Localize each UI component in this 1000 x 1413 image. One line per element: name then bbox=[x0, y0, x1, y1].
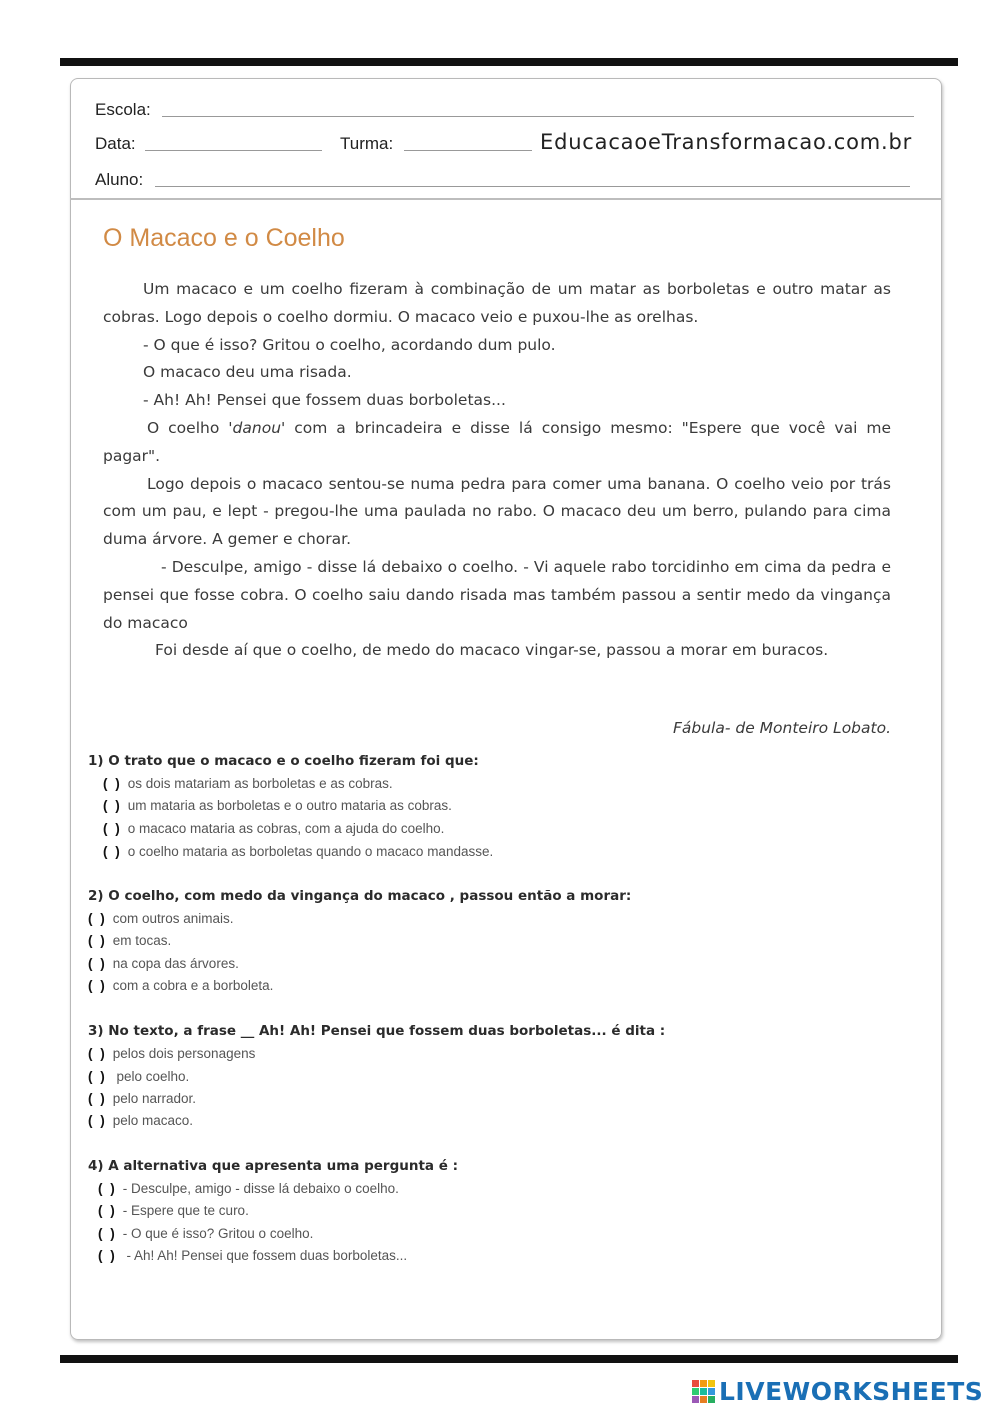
logo-grid-icon bbox=[692, 1380, 715, 1403]
answer-box[interactable]: ( ) bbox=[98, 1181, 117, 1196]
list-item[interactable] bbox=[103, 798, 452, 813]
logo-square bbox=[700, 1396, 707, 1403]
story-paragraph: O macaco deu uma risada. bbox=[143, 363, 352, 382]
p5-before: O coelho ' bbox=[147, 418, 233, 437]
list-item[interactable] bbox=[88, 1069, 189, 1084]
worksheet-frame bbox=[70, 78, 942, 1340]
logo-square bbox=[700, 1380, 707, 1387]
list-item[interactable] bbox=[103, 821, 444, 836]
option-text: pelos dois personagens bbox=[112, 1046, 256, 1061]
site-watermark: EducacaoeTransformacao.com.br bbox=[540, 130, 913, 154]
question-4: 4) A alternativa que apresenta uma pergunta é : bbox=[88, 1158, 458, 1174]
story-paragraph: Um macaco e um coelho fizeram à combinação de um matar as borboletas e outro matar as cobras. Logo depois o coelho dormiu. O macaco veio e puxou-lhe as orelhas. bbox=[103, 280, 891, 326]
option-text: - Ah! Ah! Pensei que fossem duas borboletas... bbox=[122, 1248, 408, 1263]
aluno-field[interactable] bbox=[155, 186, 910, 187]
p5-italic: danou bbox=[232, 418, 282, 437]
option-text: pelo macaco. bbox=[112, 1113, 194, 1128]
list-item[interactable] bbox=[103, 776, 393, 791]
answer-box[interactable]: ( ) bbox=[98, 1203, 117, 1218]
question-3: 3) No texto, a frase __ Ah! Ah! Pensei que fossem duas borboletas... é dita : bbox=[88, 1023, 666, 1039]
logo-square bbox=[692, 1388, 699, 1395]
turma-field[interactable] bbox=[404, 150, 532, 151]
logo-square bbox=[692, 1396, 699, 1403]
bottom-rule bbox=[60, 1355, 958, 1363]
option-text: - Desculpe, amigo - disse lá debaixo o coelho. bbox=[122, 1181, 399, 1196]
list-item[interactable] bbox=[98, 1203, 249, 1218]
answer-box[interactable]: ( ) bbox=[88, 933, 107, 948]
list-item[interactable] bbox=[98, 1181, 399, 1196]
story-paragraph: - Ah! Ah! Pensei que fossem duas borboletas... bbox=[143, 391, 506, 410]
story-text bbox=[103, 276, 891, 665]
question-1: 1) O trato que o macaco e o coelho fizeram foi que: bbox=[88, 753, 479, 769]
list-item[interactable] bbox=[88, 956, 239, 971]
answer-box[interactable]: ( ) bbox=[88, 1046, 107, 1061]
option-text: na copa das árvores. bbox=[112, 956, 239, 971]
liveworksheets-logo[interactable] bbox=[692, 1377, 983, 1406]
data-field[interactable] bbox=[145, 150, 322, 151]
option-text: um mataria as borboletas e o outro mataria as cobras. bbox=[127, 798, 452, 813]
liveworksheets-brand: LIVEWORKSHEETS bbox=[719, 1377, 984, 1406]
answer-box[interactable]: ( ) bbox=[88, 1113, 107, 1128]
logo-square bbox=[708, 1388, 715, 1395]
answer-box[interactable]: ( ) bbox=[88, 911, 107, 926]
data-label: Data: bbox=[95, 134, 136, 153]
answer-box[interactable]: ( ) bbox=[88, 1069, 107, 1084]
answer-box[interactable]: ( ) bbox=[88, 956, 107, 971]
option-text: pelo coelho. bbox=[112, 1069, 190, 1084]
answer-box[interactable]: ( ) bbox=[88, 1091, 107, 1106]
answer-box[interactable]: ( ) bbox=[88, 978, 107, 993]
answer-box[interactable]: ( ) bbox=[98, 1226, 117, 1241]
option-text: com outros animais. bbox=[112, 911, 234, 926]
logo-square bbox=[700, 1388, 707, 1395]
header-divider bbox=[70, 198, 942, 200]
escola-field[interactable] bbox=[162, 116, 914, 117]
list-item[interactable] bbox=[88, 1113, 193, 1128]
story-paragraph: Logo depois o macaco sentou-se numa pedra para comer uma banana. O coelho veio por trás com um pau, e lept - pregou-lhe uma paulada no rabo. O macaco deu um berro, pulando para cima duma árvore. A gemer e chorar. bbox=[103, 474, 891, 549]
list-item[interactable] bbox=[88, 1046, 255, 1061]
option-text: os dois matariam as borboletas e as cobras. bbox=[127, 776, 393, 791]
option-text: - O que é isso? Gritou o coelho. bbox=[122, 1226, 314, 1241]
answer-box[interactable]: ( ) bbox=[103, 821, 122, 836]
answer-box[interactable]: ( ) bbox=[103, 798, 122, 813]
list-item[interactable] bbox=[88, 911, 234, 926]
option-text: o coelho mataria as borboletas quando o macaco mandasse. bbox=[127, 844, 494, 859]
list-item[interactable] bbox=[98, 1248, 407, 1263]
turma-label: Turma: bbox=[340, 134, 394, 153]
answer-box[interactable]: ( ) bbox=[103, 844, 122, 859]
option-text: em tocas. bbox=[112, 933, 172, 948]
option-text: - Espere que te curo. bbox=[122, 1203, 249, 1218]
option-text: o macaco mataria as cobras, com a ajuda do coelho. bbox=[127, 821, 445, 836]
story-paragraph bbox=[103, 415, 891, 471]
question-2: 2) O coelho, com medo da vingança do macaco , passou então a morar: bbox=[88, 888, 632, 904]
story-paragraph: - O que é isso? Gritou o coelho, acordando dum pulo. bbox=[143, 335, 556, 354]
aluno-label: Aluno: bbox=[95, 170, 144, 189]
list-item[interactable] bbox=[98, 1226, 313, 1241]
p5-after: ' com a brincadeira e disse lá consigo mesmo: "Espere que você vai me pagar". bbox=[103, 418, 891, 465]
story-title: O Macaco e o Coelho bbox=[103, 224, 345, 252]
story-paragraph: Foi desde aí que o coelho, de medo do macaco vingar-se, passou a morar em buracos. bbox=[155, 641, 829, 660]
list-item[interactable] bbox=[103, 844, 493, 859]
escola-label: Escola: bbox=[95, 100, 151, 119]
list-item[interactable] bbox=[88, 978, 273, 993]
option-text: com a cobra e a borboleta. bbox=[112, 978, 274, 993]
logo-square bbox=[708, 1380, 715, 1387]
option-text: pelo narrador. bbox=[112, 1091, 197, 1106]
top-rule bbox=[60, 58, 958, 66]
answer-box[interactable]: ( ) bbox=[103, 776, 122, 791]
list-item[interactable] bbox=[88, 1091, 196, 1106]
answer-box[interactable]: ( ) bbox=[98, 1248, 117, 1263]
logo-square bbox=[708, 1396, 715, 1403]
story-author: Fábula- de Monteiro Lobato. bbox=[672, 719, 891, 737]
story-paragraph: - Desculpe, amigo - disse lá debaixo o coelho. - Vi aquele rabo torcidinho em cima da pedra e pensei que fosse cobra. O coelho saiu dando risada mas também passou a sentir medo da vingança do macaco bbox=[103, 557, 891, 632]
logo-square bbox=[692, 1380, 699, 1387]
list-item[interactable] bbox=[88, 933, 171, 948]
